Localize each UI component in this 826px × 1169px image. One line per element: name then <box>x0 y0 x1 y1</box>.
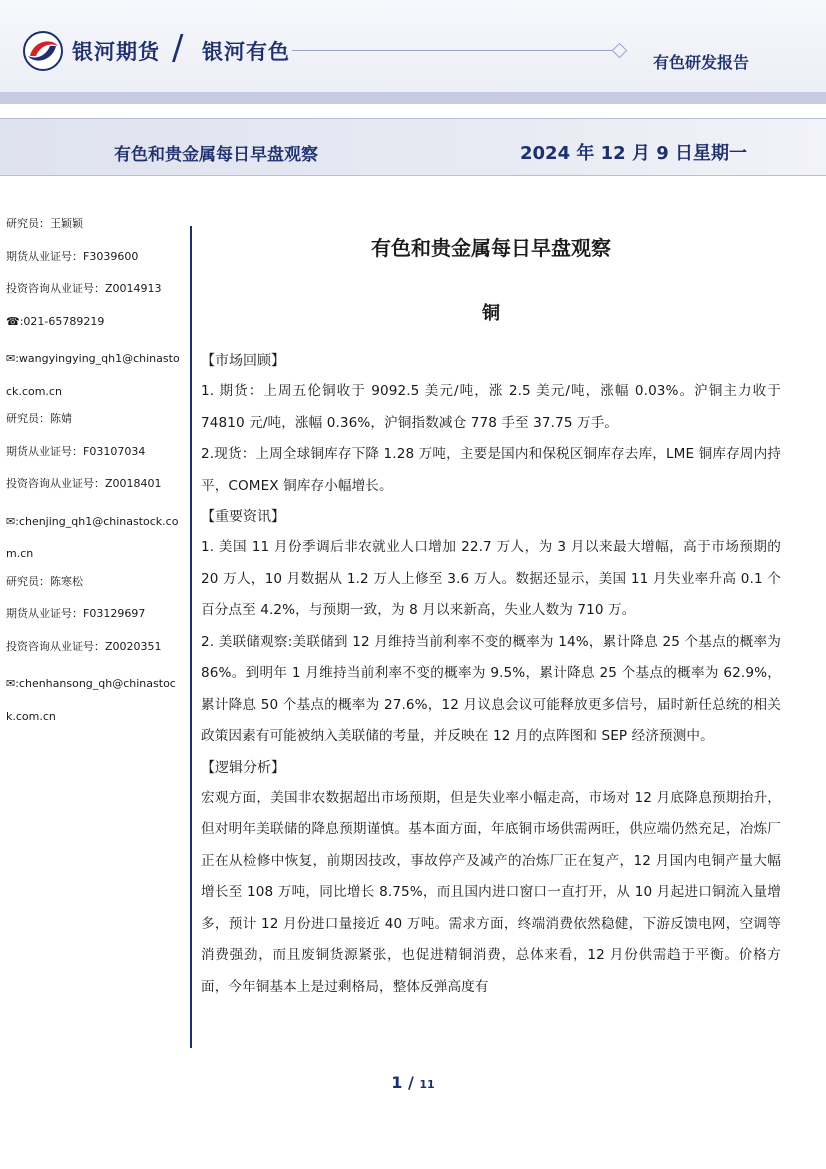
brand-name: 银河期货 <box>72 40 160 64</box>
paragraph: 2. 美联储观察:美联储到 12 月维持当前利率不变的概率为 14%，累计降息 25 个基点的概率为 86%。到明年 1 月维持当前利率不变的概率为 9.5%，累计降息 25 个基点的概率为 62.9%，累计降息 50 个基点的概率为 27.6%，12 月议息会议可能释放更多信号，届时新任总统的相关政策因素有可能被纳入美联储的考量，并反映在 12 月的点阵图和 SEP 经济预测中。 <box>201 633 781 744</box>
paragraph: 2.现货：上周全球铜库存下降 1.28 万吨，主要是国内和保税区铜库存去库，LME 铜库存周内持平，COMEX 铜库存小幅增长。 <box>201 446 781 494</box>
report-type-label: 有色研发报告 <box>653 53 750 72</box>
analyst-phone: ☎:021-65789219 <box>6 314 105 328</box>
document-title: 有色和贵金属每日早盘观察 <box>371 236 611 260</box>
analyst-name: 研究员：陈婧 <box>6 412 72 425</box>
report-body <box>201 226 781 1003</box>
title-divider <box>0 175 826 176</box>
paragraph: 1. 期货：上周五伦铜收于 9092.5 美元/吨，涨 2.5 美元/吨，涨幅 0.03%。沪铜主力收于 74810 元/吨，涨幅 0.36%，沪铜指数减仓 778 手至 37.75 万手。 <box>201 383 781 431</box>
futures-license: 期货从业证号：F3039600 <box>6 249 139 263</box>
paragraph: 宏观方面，美国非农数据超出市场预期，但是失业率小幅走高，市场对 12 月底降息预期抬升，但对明年美联储的降息预期谨慎。基本面方面，年底铜市场供需两旺，供应端仍然充足，冶炼厂正在从检修中恢复，前期因技改，事故停产及减产的冶炼厂正在复产，12 月国内电铜产量大幅增长至 108 万吨，同比增长 8.75%，而且国内进口窗口一直打开，从 10 月起进口铜流入量增多，预计 12 月份进口量接近 40 万吨。需求方面，终端消费依然稳健，下游反馈电网，空调等消费强劲，而且废铜货源紧张，也促进精铜消费，总体来看，12 月份供需趋于平衡。价格方面，今年铜基本上是过剩格局，整体反弹高度有 <box>201 789 781 995</box>
brand-subname: 银河有色 <box>202 40 290 64</box>
report-series-title: 有色和贵金属每日早盘观察 <box>114 145 318 165</box>
section-heading-market-review: 【市场回顾】 <box>201 353 285 369</box>
sidebar-divider <box>190 226 192 1048</box>
paragraph: 1. 美国 11 月份季调后非农就业人口增加 22.7 万人，为 3 月以来最大增幅，高于市场预期的 20 万人，10 月数据从 1.2 万人上修至 3.6 万人。数据还显示，美国 11 月失业率升高 0.1 个百分点至 4.2%，与预期一致，为 8 月以来新高，失业人数为 710 万。 <box>201 539 781 618</box>
brand-separator: / <box>172 28 184 68</box>
section-heading-analysis: 【逻辑分析】 <box>201 759 285 776</box>
header-decor-line <box>292 50 614 51</box>
analyst-sidebar <box>6 213 184 733</box>
analyst-name: 研究员：王颖颖 <box>6 217 83 230</box>
current-page: 1 <box>391 1073 403 1092</box>
futures-license: 期货从业证号：F03107034 <box>6 444 146 458</box>
futures-license: 期货从业证号：F03129697 <box>6 607 146 620</box>
analyst-email[interactable]: ✉:chenhansong_qh@chinastock.com.cn <box>6 677 176 723</box>
document-subtitle: 铜 <box>482 303 500 324</box>
advisory-license: 投资咨询从业证号：Z0018401 <box>6 477 162 490</box>
page-number <box>0 1073 826 1092</box>
advisory-license: 投资咨询从业证号：Z0020351 <box>6 639 162 653</box>
analyst-email[interactable]: ✉:chenjing_qh1@chinastock.com.cn <box>6 514 179 560</box>
section-heading-news: 【重要资讯】 <box>201 509 285 525</box>
page-separator: / <box>407 1073 414 1092</box>
total-pages: 11 <box>419 1078 435 1091</box>
analyst-name: 研究员：陈寒松 <box>6 574 83 588</box>
report-date: 2024 年 12 月 9 日星期一 <box>520 143 748 164</box>
header-band <box>0 92 826 104</box>
analyst-email[interactable]: ✉:wangyingying_qh1@chinastock.com.cn <box>6 352 180 398</box>
galaxy-logo-icon <box>22 30 64 72</box>
advisory-license: 投资咨询从业证号：Z0014913 <box>6 282 162 295</box>
